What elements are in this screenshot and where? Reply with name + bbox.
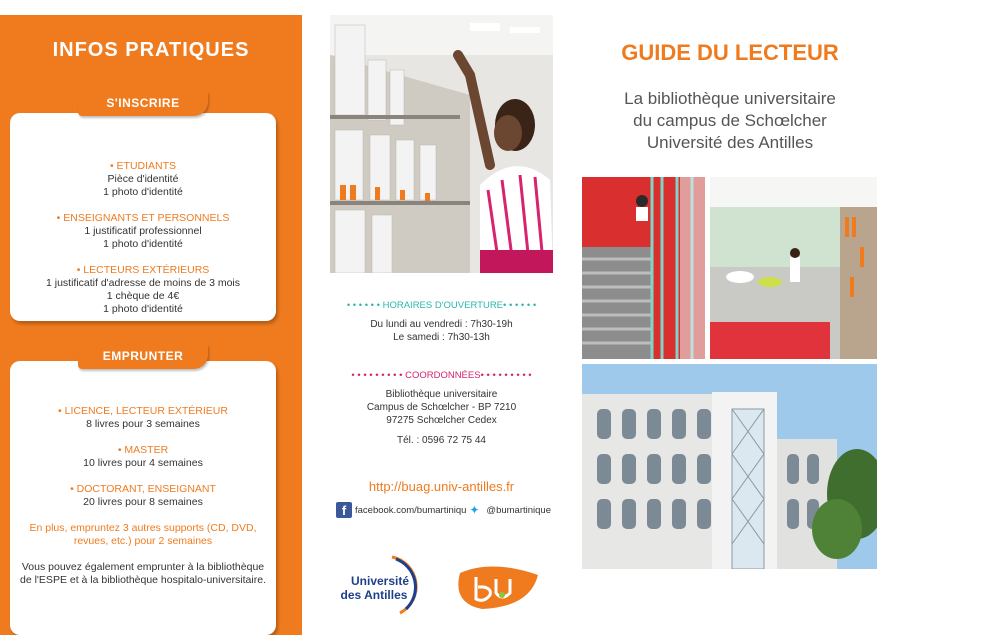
subtitle-line: La bibliothèque universitaire (624, 89, 836, 108)
group-line: 8 livres pour 3 semaines (86, 418, 200, 430)
group-enseignants (10, 212, 276, 251)
subtitle-line: Université des Antilles (646, 133, 814, 152)
group-line: 10 livres pour 4 semaines (83, 457, 203, 469)
coordinates-heading: • • • • • • • • • COORDONNÉES• • • • • • • • • (351, 370, 532, 381)
infos-pratiques-panel (0, 15, 302, 635)
universite-antilles-logo (340, 555, 420, 617)
bu-logo (452, 563, 542, 611)
emprunter-card (10, 361, 276, 635)
photo-student-shelves (330, 15, 553, 273)
group-licence (10, 405, 276, 431)
subtitle (580, 88, 880, 154)
group-heading: • MASTER (117, 444, 169, 456)
phone: Tél. : 0596 72 75 44 (397, 435, 486, 446)
logo-ua-line1: Université (350, 574, 410, 588)
inscrire-card (10, 113, 276, 321)
group-doctorant (10, 483, 276, 509)
address-block (330, 388, 553, 447)
group-heading: • LICENCE, LECTEUR EXTÉRIEUR (58, 405, 228, 417)
hours-heading: • • • • • • HORAIRES D'OUVERTURE• • • • • • (346, 300, 537, 311)
address-line: Campus de Schœlcher - BP 7210 (366, 402, 517, 413)
photo-stairs (582, 177, 705, 359)
subtitle-line: du campus de Schœlcher (633, 111, 827, 130)
group-heading: • ENSEIGNANTS ET PERSONNELS (56, 212, 230, 224)
group-etudiants (10, 160, 276, 199)
inscrire-heading: S'INSCRIRE (78, 90, 208, 116)
group-heading: • LECTEURS EXTÉRIEURS (76, 264, 210, 276)
guide-title: GUIDE DU LECTEUR (621, 40, 839, 65)
group-line: 1 photo d'identité (103, 238, 183, 250)
address-line: Bibliothèque universitaire (385, 389, 498, 400)
other-supports-note: En plus, empruntez 3 autres supports (CD, DVD, revues, etc.) pour 2 semaines (29, 522, 257, 547)
group-line: 1 photo d'identité (103, 303, 183, 315)
group-line: 1 justificatif d'adresse de moins de 3 mois (45, 277, 240, 289)
group-line: 1 photo d'identité (103, 186, 183, 198)
hours-block (330, 318, 553, 344)
group-heading: • DOCTORANT, ENSEIGNANT (70, 483, 216, 495)
group-line: 1 chèque de 4€ (106, 290, 180, 302)
social-row (336, 502, 556, 518)
group-line: 20 livres pour 8 semaines (83, 496, 203, 508)
espe-note: Vous pouvez également emprunter à la bibliothèque de l'ESPE et à la bibliothèque hospitalo-universitaire. (20, 561, 266, 586)
hours-line: Le samedi : 7h30-13h (393, 332, 490, 343)
panel-title: INFOS PRATIQUES (52, 39, 250, 61)
facebook-icon[interactable]: f (336, 502, 352, 518)
facebook-link[interactable]: facebook.com/bumartiniqu (355, 504, 467, 516)
group-line: 1 justificatif professionnel (84, 225, 202, 237)
website-link[interactable]: http://buag.univ-antilles.fr (368, 479, 515, 494)
photo-reading-room (710, 177, 877, 359)
group-line: Pièce d'identité (107, 173, 179, 185)
group-master (10, 444, 276, 470)
photo-building (582, 364, 877, 569)
emprunter-heading: EMPRUNTER (78, 343, 208, 369)
twitter-handle[interactable]: @bumartinique (486, 504, 551, 516)
group-heading: • ETUDIANTS (109, 160, 177, 172)
address-line: 97275 Schœlcher Cedex (386, 415, 497, 426)
hours-line: Du lundi au vendredi : 7h30-19h (370, 319, 513, 330)
group-lecteurs (10, 264, 276, 316)
logo-ua-line2: des Antilles (340, 588, 408, 602)
twitter-icon[interactable]: ✦ (469, 503, 480, 517)
